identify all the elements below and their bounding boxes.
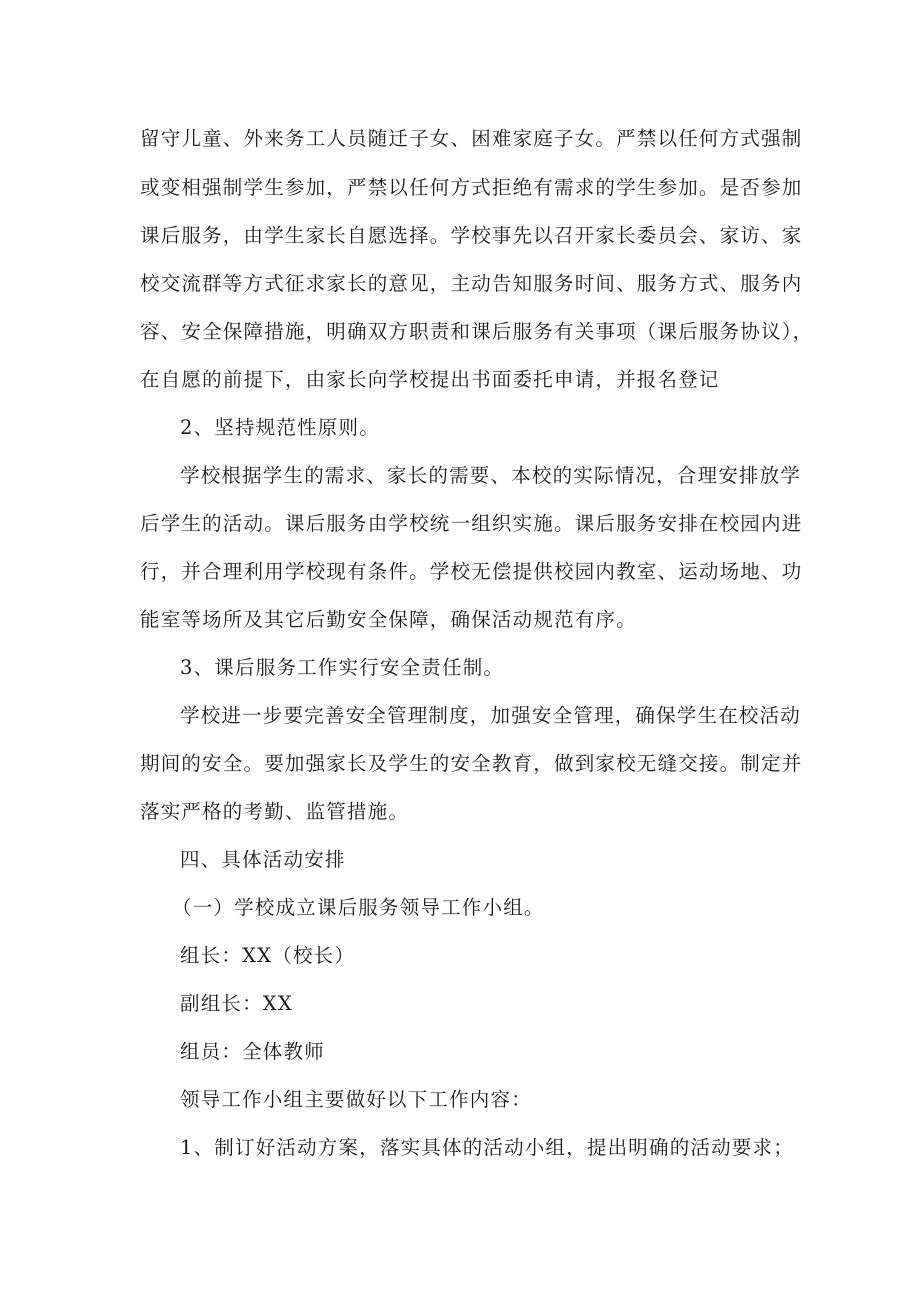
section-4-heading: 四、具体活动安排 [180, 848, 346, 871]
para2-line-4: 能室等场所及其它后勤安全保障，确保活动规范有序。 [140, 608, 637, 631]
members-line: 组员：全体教师 [180, 1040, 325, 1063]
para1-line-4: 校交流群等方式征求家长的意见，主动告知服务时间、服务方式、服务内 [140, 272, 803, 295]
para3-line-3: 落实严格的考勤、监管措施。 [140, 800, 410, 823]
para1-line-6: 在自愿的前提下，由家长向学校提出书面委托申请，并报名登记 [140, 368, 720, 391]
para1-line-1: 留守儿童、外来务工人员随迁子女、困难家庭子女。严禁以任何方式强制 [140, 127, 803, 150]
heading-3: 3、课后服务工作实行安全责任制。 [180, 656, 505, 679]
para3-line-2: 期间的安全。要加强家长及学生的安全教育，做到家校无缝交接。制定并 [140, 752, 803, 775]
leader-line: 组长：XX（校长） [180, 944, 356, 967]
heading-2: 2、坚持规范性原则。 [180, 416, 380, 439]
tasks-intro: 领导工作小组主要做好以下工作内容： [180, 1088, 532, 1111]
para2-line-2: 后学生的活动。课后服务由学校统一组织实施。课后服务安排在校园内进 [140, 512, 803, 535]
para2-line-1: 学校根据学生的需求、家长的需要、本校的实际情况，合理安排放学 [180, 464, 802, 487]
para3-line-1: 学校进一步要完善安全管理制度，加强安全管理，确保学生在校活动 [180, 704, 802, 727]
deputy-line: 副组长：XX [180, 992, 293, 1015]
para1-line-2: 或变相强制学生参加，严禁以任何方式拒绝有需求的学生参加。是否参加 [140, 176, 803, 199]
subsection-1-heading: （一）学校成立课后服务领导工作小组。 [172, 896, 545, 919]
para2-line-3: 行，并合理利用学校现有条件。学校无偿提供校园内教室、运动场地、功 [140, 560, 803, 583]
para1-line-5: 容、安全保障措施，明确双方职责和课后服务有关事项（课后服务协议）， [140, 320, 814, 343]
para1-line-3: 课后服务，由学生家长自愿选择。学校事先以召开家长委员会、家访、家 [140, 224, 803, 247]
task-1: 1、制订好活动方案，落实具体的活动小组，提出明确的活动要求； [180, 1136, 794, 1159]
